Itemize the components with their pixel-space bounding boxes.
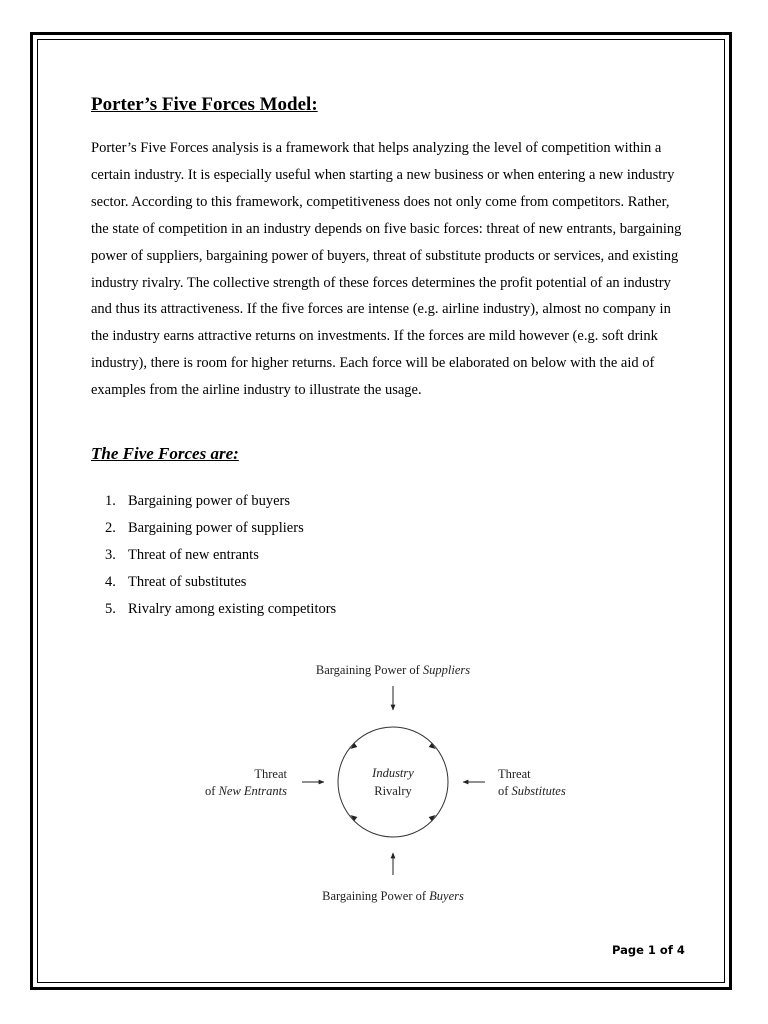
label-substitutes-line1: Threat (498, 767, 531, 781)
page-title: Porter’s Five Forces Model: (91, 94, 318, 115)
forces-list (105, 490, 336, 625)
list-item-number: 1. (105, 493, 116, 509)
list-item-text: Threat of substitutes (128, 574, 247, 590)
list-item-number: 5. (105, 601, 116, 617)
list-item-number: 3. (105, 547, 116, 563)
section-subtitle: The Five Forces are: (91, 444, 239, 463)
list-item (105, 490, 336, 517)
label-substitutes-line2: of Substitutes (498, 784, 566, 798)
list-item-number: 4. (105, 574, 116, 590)
label-buyers: Bargaining Power of Buyers (322, 889, 464, 903)
list-item (105, 571, 336, 598)
intro-paragraph: Porter’s Five Forces analysis is a framework that helps analyzing the level of competition within a certain industry. It is especially useful when starting a new business or when entering a new industry sector. According to this framework, competitiveness does not only come from competitors. Rather, the state of competition in an industry depends on five basic forces: threat of new entrants, bargaining power of suppliers, bargaining power of buyers, threat of substitute products or services, and existing industry rivalry. The collective strength of these forces determines the profit potential of an industry and thus its attractiveness. If the five forces are intense (e.g. airline industry), almost no company in the industry earns attractive returns on investments. If the forces are mild however (e.g. soft drink industry), there is room for higher returns. Each force will be elaborated on below with the aid of examples from the airline industry to illustrate the usage. (91, 140, 682, 399)
label-new-entrants-line2: of New Entrants (205, 784, 287, 798)
list-item (105, 517, 336, 544)
list-item-text: Bargaining power of suppliers (128, 520, 304, 536)
list-item (105, 598, 336, 625)
five-forces-diagram (150, 650, 620, 910)
list-item-text: Threat of new entrants (128, 547, 259, 563)
label-suppliers: Bargaining Power of Suppliers (315, 663, 471, 677)
label-industry: Industry (372, 766, 414, 780)
list-item (105, 544, 336, 571)
list-item-number: 2. (105, 520, 116, 536)
label-rivalry: Rivalry (374, 784, 412, 798)
label-new-entrants-line1: Threat (254, 767, 287, 781)
list-item-text: Bargaining power of buyers (128, 493, 291, 509)
list-item-text: Rivalry among existing competitors (128, 601, 337, 617)
page-number: Page 1 of 4 (612, 943, 685, 957)
